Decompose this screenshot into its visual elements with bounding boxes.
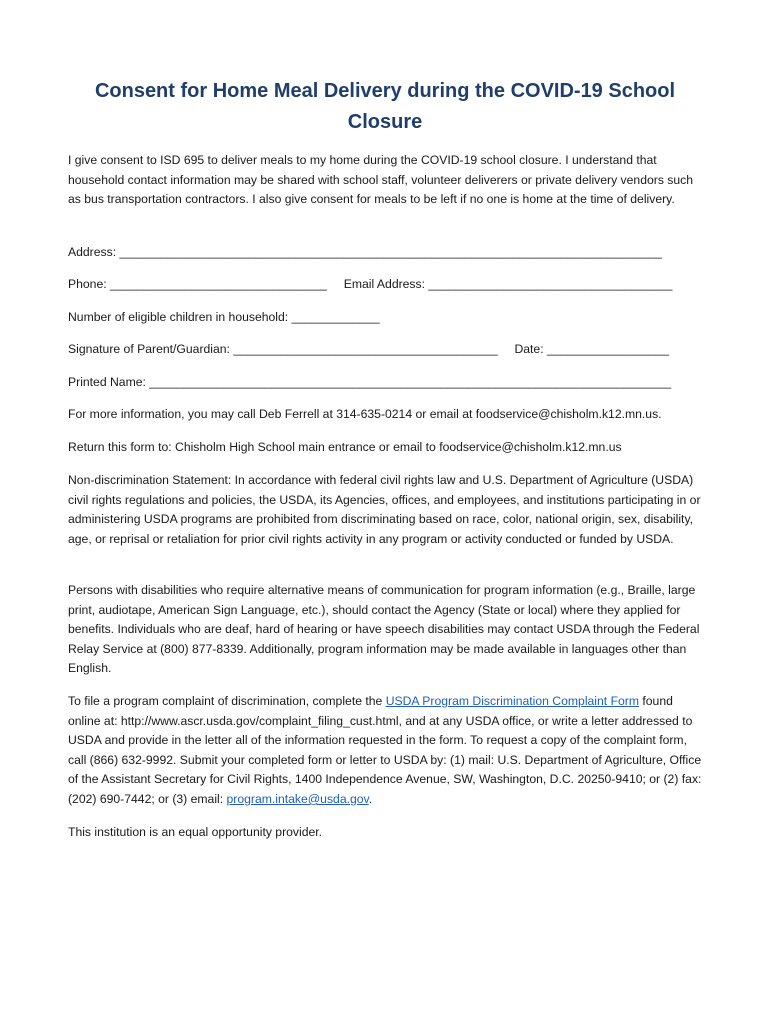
consent-paragraph: I give consent to ISD 695 to deliver meals to my home during the COVID-19 school closure. I understand that household contact information may be shared with school staff, volunteer deliverers or private delivery vendors such as bus transportation contractors. I also give consent for meals to be left if no one is home at the time of delivery. — [68, 153, 694, 207]
disabilities-paragraph: Persons with disabilities who require alternative means of communication for program information (e.g., Braille, large print, audiotape, American Sign Language, etc.), should contact the Agency (State or local) where they applied for benefits. Individuals who are deaf, hard of hearing or have speech disabilities may contact USDA through the Federal Relay Service at (800) 877-8339. Additionally, program information may be made available in languages other than English. — [68, 583, 700, 676]
program-intake-email-link[interactable]: program.intake@usda.gov — [226, 791, 369, 806]
complaint-suffix: . — [368, 791, 373, 806]
date-label: Date: — [514, 342, 544, 356]
printed-name-field — [68, 373, 708, 393]
printed-name-label: Printed Name: — [68, 375, 146, 389]
title-line-1: Consent for Home Meal Delivery during the COVID-19 School — [94, 80, 676, 102]
title-line-2: Closure — [347, 111, 423, 133]
children-count-field — [68, 308, 708, 328]
date-blank[interactable]: __________________ — [547, 342, 670, 356]
phone-label: Phone: — [68, 277, 107, 291]
email-label: Email Address: — [343, 277, 426, 291]
complaint-middle: found online at: http://www.ascr.usda.gov/complaint_filing_cust.html, and at any USDA office, or write a letter addressed to USDA and provide in the letter all of the information requested in the form. To request a copy of the complaint form, call (866) 632-9992. Submit your completed form or letter to USDA by: (1) mail: U.S. Department of Agriculture, Office of the Assistant Secretary for Civil Rights, 1400 Independence Avenue, SW, Washington, D.C. 20250-9410; or (2) fax: (202) 690-7442; or (3) email: — [68, 694, 702, 806]
return-form-text: Return this form to: Chisholm High School main entrance or email to foodservice@chisholm.k12.mn.us — [68, 440, 622, 454]
signature-blank[interactable]: _______________________________________ — [233, 342, 498, 356]
printed-name-blank[interactable]: _____________________________________________________________________________ — [149, 375, 672, 389]
page-title — [60, 76, 710, 138]
children-blank[interactable]: _____________ — [291, 310, 380, 324]
address-field[interactable] — [68, 243, 708, 263]
complaint-paragraph — [68, 692, 708, 810]
phone-blank[interactable]: ________________________________ — [110, 277, 327, 291]
complaint-form-link[interactable]: USDA Program Discrimination Complaint Form — [385, 694, 639, 708]
nondiscrimination-statement: Non-discrimination Statement: In accordance with federal civil rights law and U.S. Department of Agriculture (USDA) civil rights regulations and policies, the USDA, its Agencies, offices, and employees, and institutions participating in or administering USDA programs are prohibited from discriminating based on race, color, national origin, sex, disability, age, or reprisal or retaliation for prior civil rights activity in any program or activity conducted or funded by USDA. — [68, 473, 701, 546]
signature-label: Signature of Parent/Guardian: — [68, 342, 230, 356]
phone-email-row — [68, 275, 708, 295]
address-label: Address: — [68, 245, 117, 259]
children-label: Number of eligible children in household: — [68, 310, 289, 324]
signature-date-row — [68, 340, 708, 360]
complaint-prefix: To file a program complaint of discrimination, complete the — [68, 694, 386, 708]
equal-opportunity-text: This institution is an equal opportunity provider. — [68, 825, 323, 839]
email-blank[interactable]: ____________________________________ — [428, 277, 673, 291]
address-blank[interactable]: ________________________________________________________________________________ — [119, 245, 662, 259]
more-info-text: For more information, you may call Deb Ferrell at 314-635-0214 or email at foodservice@chisholm.k12.mn.us. — [68, 407, 662, 421]
